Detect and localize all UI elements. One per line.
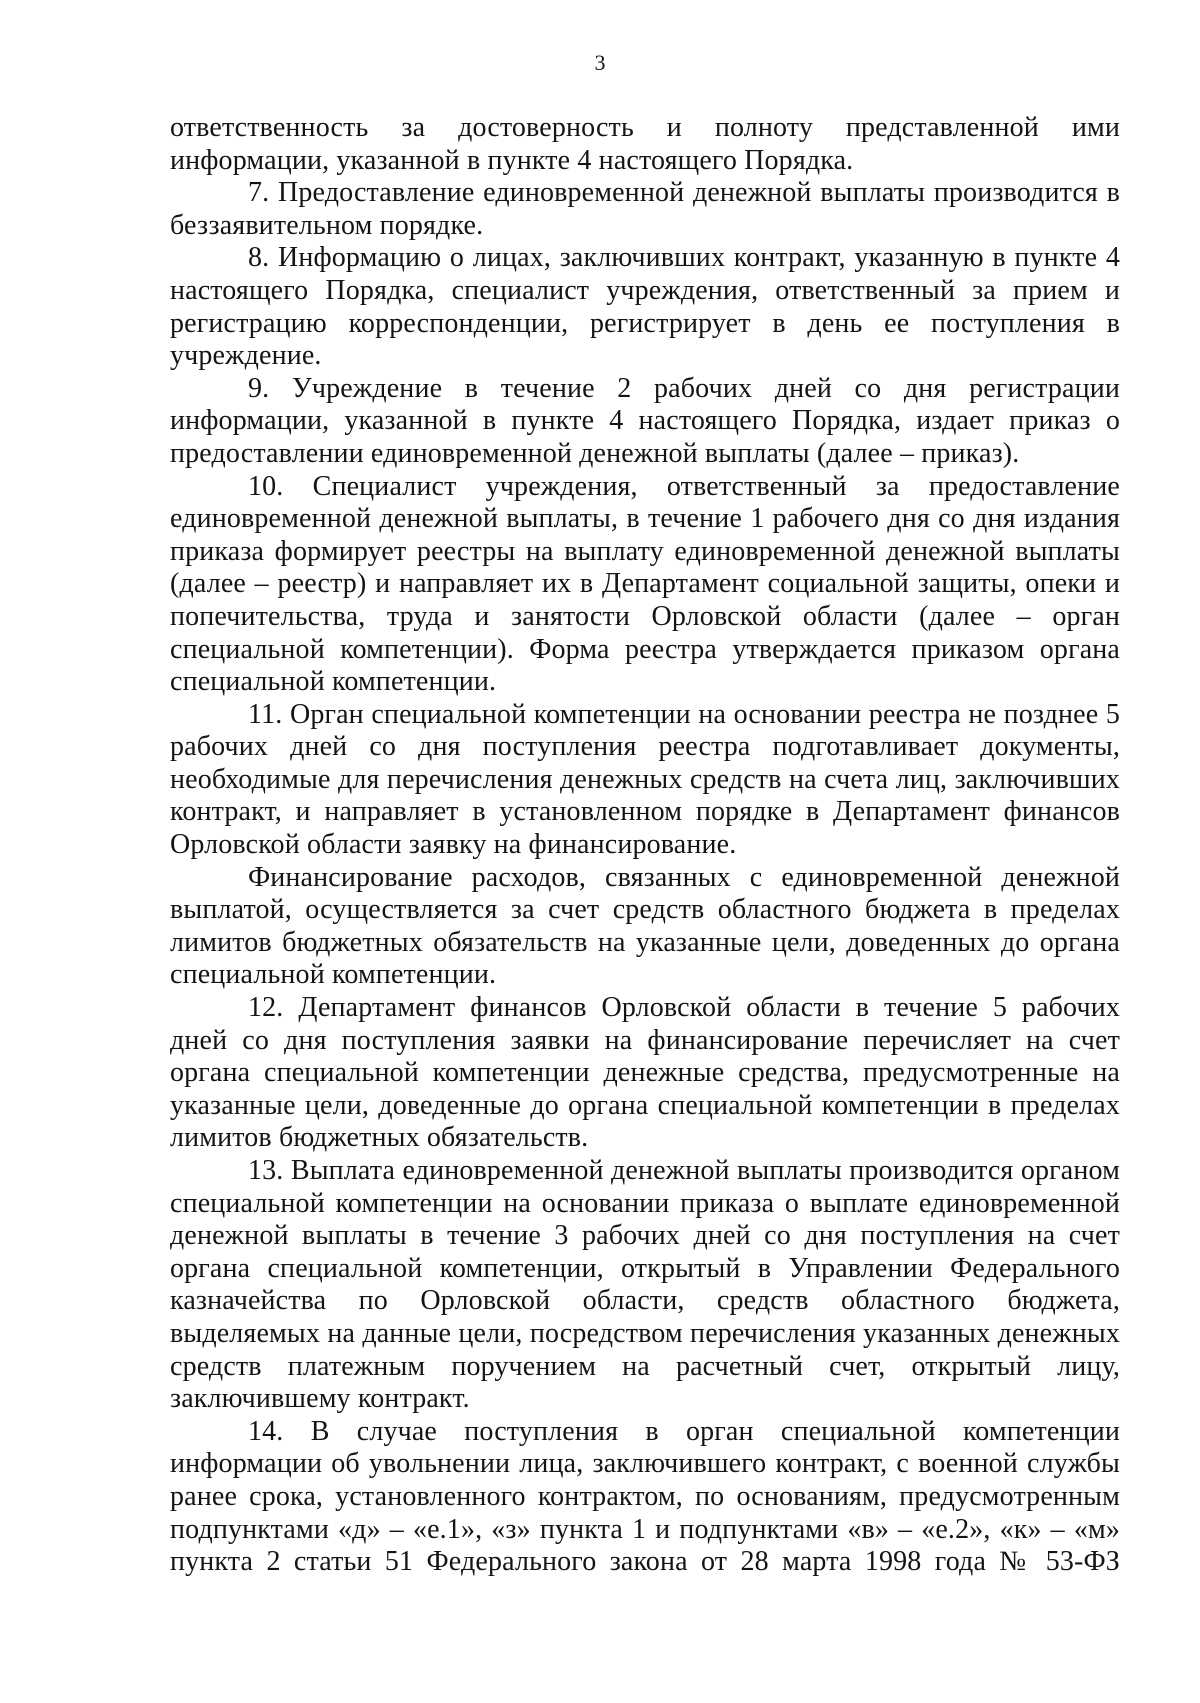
paragraph-item-9: 9. Учреждение в течение 2 рабочих дней со дня регистрации информации, указанной в пункте 4 настоящего Порядка, издает приказ о предоставлении единовременной денежной выплаты (далее – приказ). — [170, 372, 1120, 469]
paragraph-item-10: 10. Специалист учреждения, ответственный за предоставление единовременной денежной выплаты, в течение 1 рабочего дня со дня издания приказа формирует реестры на выплату единовременной денежной выплаты (далее – реестр) и направляет их в Департамент социальной защиты, опеки и попечительства, труда и занятости Орловской области (далее – орган специальной компетенции). Форма реестра утверждается приказом органа специальной компетенции. — [170, 470, 1120, 698]
paragraph-item-14: 14. В случае поступления в орган специальной компетенции информации об увольнении лица, заключившего контракт, с военной службы ранее срока, установленного контрактом, по основаниям, предусмотренным подпунктами «д» – «е.1», «з» пункта 1 и подпунктами «в» – «е.2», «к» – «м» пункта 2 статьи 51 Федерального закона от 28 марта 1998 года № 53-ФЗ — [170, 1415, 1120, 1578]
paragraph-item-12: 12. Департамент финансов Орловской области в течение 5 рабочих дней со дня поступления заявки на финансирование перечисляет на счет органа специальной компетенции денежные средства, предусмотренные на указанные цели, доведенные до органа специальной компетенции в пределах лимитов бюджетных обязательств. — [170, 992, 1120, 1154]
paragraph-continuation: ответственность за достоверность и полноту представленной ими информации, указанной в пункте 4 настоящего Порядка. — [170, 112, 1120, 176]
document-body — [170, 112, 1120, 1579]
paragraph-item-8: 8. Информацию о лицах, заключивших контракт, указанную в пункте 4 настоящего Порядка, специалист учреждения, ответственный за прием и регистрацию корреспонденции, регистрирует в день ее поступления в учреждение. — [170, 242, 1120, 372]
paragraph-item-11: 11. Орган специальной компетенции на основании реестра не позднее 5 рабочих дней со дня поступления реестра подготавливает документы, необходимые для перечисления денежных средств на счета лиц, заключивших контракт, и направляет в установленном порядке в Департамент финансов Орловской области заявку на финансирование. — [170, 698, 1120, 861]
paragraph-financing: Финансирование расходов, связанных с единовременной денежной выплатой, осуществляется за счет средств областного бюджета в пределах лимитов бюджетных обязательств на указанные цели, доведенных до органа специальной компетенции. — [170, 861, 1120, 991]
page-number: 3 — [594, 50, 606, 75]
paragraph-item-13: 13. Выплата единовременной денежной выплаты производится органом специальной компетенции на основании приказа о выплате единовременной денежной выплаты в течение 3 рабочих дней со дня поступления на счет органа специальной компетенции, открытый в Управлении Федерального казначейства по Орловской области, средств областного бюджета, выделяемых на данные цели, посредством перечисления указанных денежных средств платежным поручением на расчетный счет, открытый лицу, заключившему контракт. — [170, 1155, 1120, 1415]
paragraph-item-7: 7. Предоставление единовременной денежной выплаты производится в беззаявительном порядке. — [170, 177, 1120, 241]
